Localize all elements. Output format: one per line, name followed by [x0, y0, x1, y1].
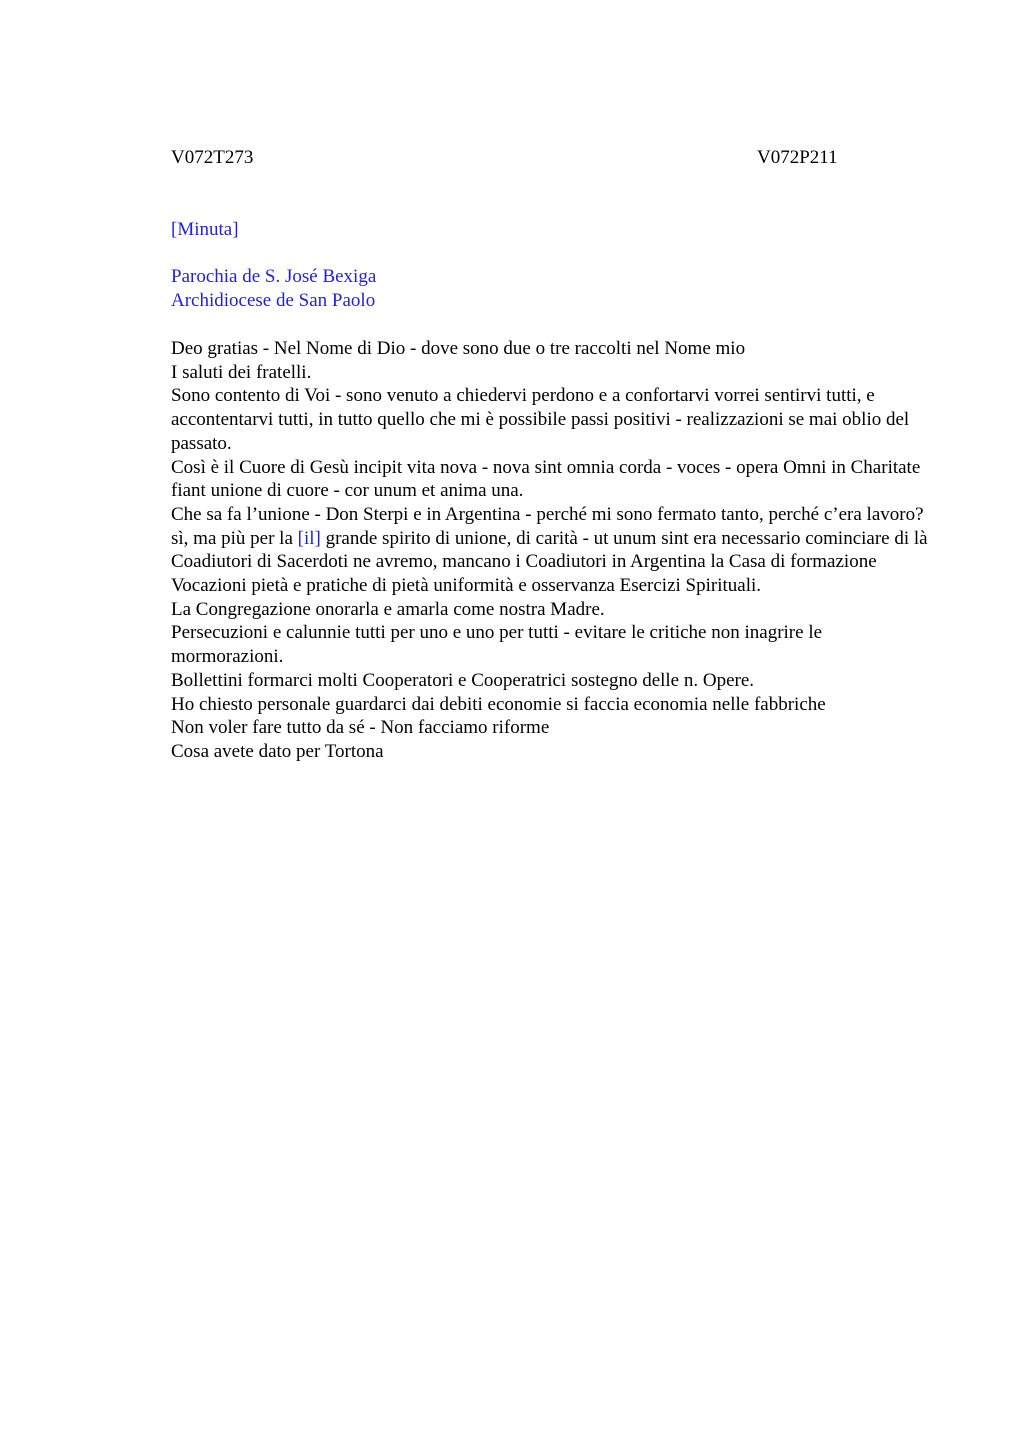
body-paragraph: Persecuzioni e calunnie tutti per uno e uno per tutti - evitare le critiche non inagrire le mormorazioni. — [171, 622, 823, 668]
body-text-segment: Che sa fa l’unione - Don Sterpi e in Argentina - perché mi sono fermato tanto, perché c’era lavoro? sì, ma più per la — [171, 503, 924, 549]
address-block — [171, 265, 376, 313]
body-paragraph: Non voler fare tutto da sé - Non facciamo riforme — [171, 717, 550, 739]
body-paragraph: Cosa avete dato per Tortona — [171, 740, 384, 762]
body-paragraph: Deo gratias - Nel Nome di Dio - dove sono due o tre raccolti nel Nome mio — [171, 338, 746, 359]
body-paragraph: La Congregazione onorarla e amarla come nostra Madre. — [171, 598, 605, 620]
body-paragraph: I saluti dei fratelli. — [171, 361, 312, 383]
document-code-left: V072T273 — [171, 147, 254, 168]
editorial-insertion: [il] — [297, 527, 321, 549]
body-text-segment: grande spirito di unione, di carità - ut unum sint era necessario cominciare di là Coadiutori di Sacerdoti ne avremo, mancano i Coadiutori in Argentina la Casa di formazione Vocazioni pietà e pratiche di pietà uniformità e osservanza Esercizi Spirituali. — [171, 527, 928, 597]
letter-body — [171, 337, 931, 764]
document-code-right: V072P211 — [757, 147, 838, 168]
address-line-parish: Parochia de S. José Bexiga — [171, 266, 377, 287]
body-paragraph: Bollettini formarci molti Cooperatori e Cooperatrici sostegno delle n. Opere. — [171, 669, 755, 691]
body-paragraph: Sono contento di Voi - sono venuto a chiedervi perdono e a confortarvi vorrei sentirvi tutti, e accontentarvi tutti, in tutto quello che mi è possibile passi positivi - realizzazioni se mai oblio del passato. — [171, 385, 910, 454]
body-paragraph — [171, 503, 931, 598]
body-paragraph: Ho chiesto personale guardarci dai debiti economie si faccia economia nelle fabbriche — [171, 693, 826, 715]
editorial-note: [Minuta] — [171, 219, 239, 240]
address-line-archdiocese: Archidiocese de San Paolo — [171, 290, 376, 311]
body-paragraph: Così è il Cuore di Gesù incipit vita nova - nova sint omnia corda - voces - opera Omni in Charitate fiant unione di cuore - cor unum et anima una. — [171, 456, 921, 502]
